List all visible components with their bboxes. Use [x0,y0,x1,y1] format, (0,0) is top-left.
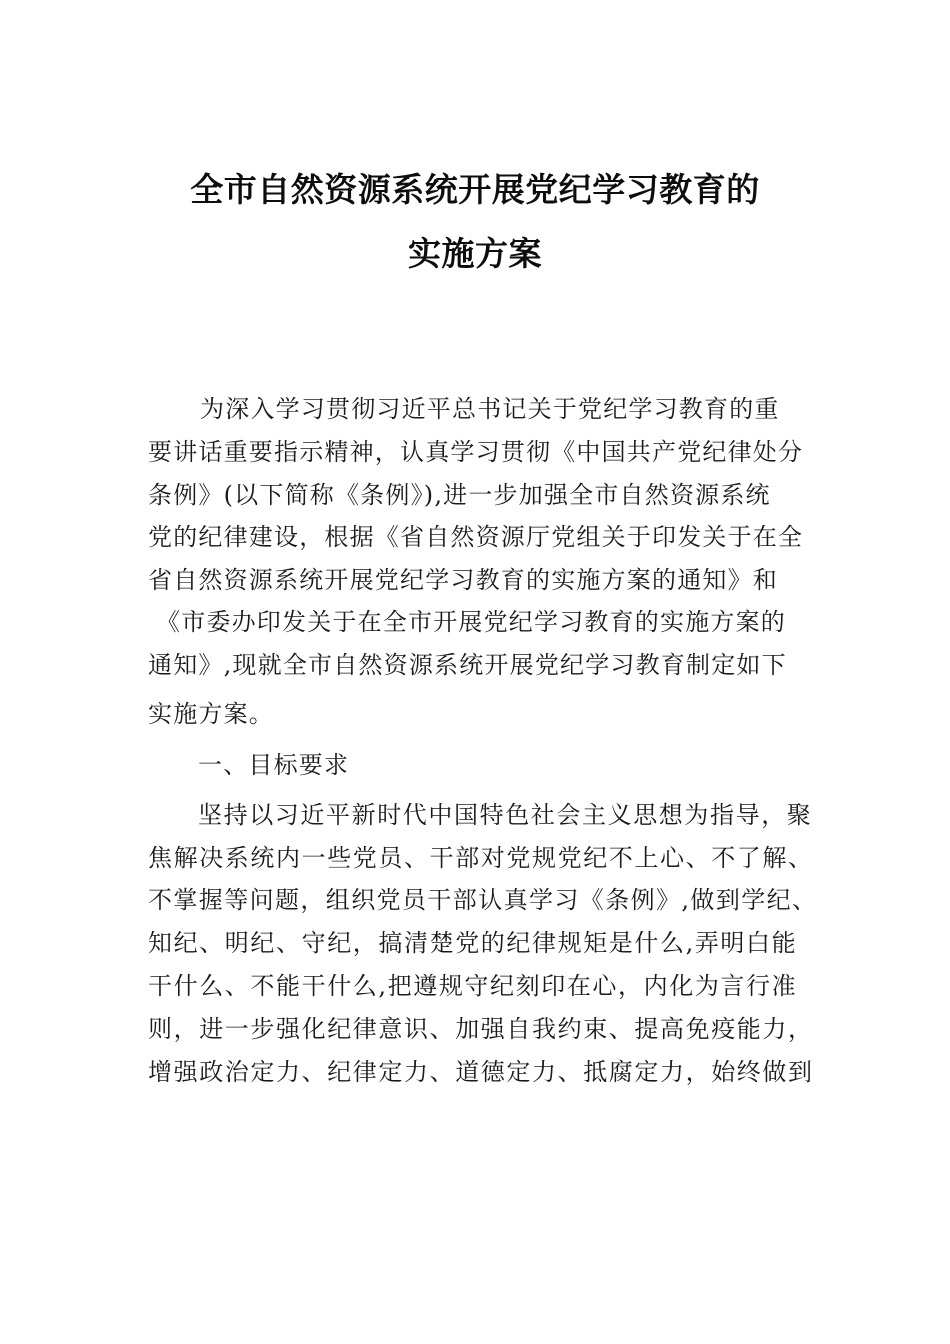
paragraph-line: 条例》(以下简称《条例》),进一步加强全市自然资源系统 [148,481,771,509]
document-title-line-2: 实施方案 [408,234,542,273]
paragraph-line: 通知》,现就全市自然资源系统开展党纪学习教育制定如下 [148,651,787,679]
paragraph-line: 增强政治定力、纪律定力、道德定力、抵腐定力，始终做到 [148,1058,814,1086]
paragraph-line: 为深入学习贯彻习近平总书记关于党纪学习教育的重 [200,395,780,423]
paragraph-line: 不掌握等问题，组织党员干部认真学习《条例》,做到学纪、 [148,886,818,914]
document-title-line-1: 全市自然资源系统开展党纪学习教育的 [190,170,760,209]
paragraph-line: 干什么、不能干什么,把遵规守纪刻印在心，内化为言行准 [148,972,798,1000]
paragraph-line: 实施方案。 [148,700,274,728]
paragraph-line: 党的纪律建设，根据《省自然资源厅党组关于印发关于在全 [148,523,804,551]
paragraph-line: 《市委办印发关于在全市开展党纪学习教育的实施方案的 [156,608,786,636]
paragraph-line: 则，进一步强化纪律意识、加强自我约束、提高免疫能力， [148,1015,814,1043]
paragraph-line: 坚持以习近平新时代中国特色社会主义思想为指导，聚 [198,801,813,829]
section-heading: 一、目标要求 [198,751,350,779]
paragraph-line: 省自然资源系统开展党纪学习教育的实施方案的通知》和 [148,566,778,594]
paragraph-line: 焦解决系统内一些党员、干部对党规党纪不上心、不了解、 [148,844,814,872]
paragraph-line: 知纪、明纪、守纪，搞清楚党的纪律规矩是什么,弄明白能 [148,929,798,957]
paragraph-line: 要讲话重要指示精神，认真学习贯彻《中国共产党纪律处分 [148,438,804,466]
